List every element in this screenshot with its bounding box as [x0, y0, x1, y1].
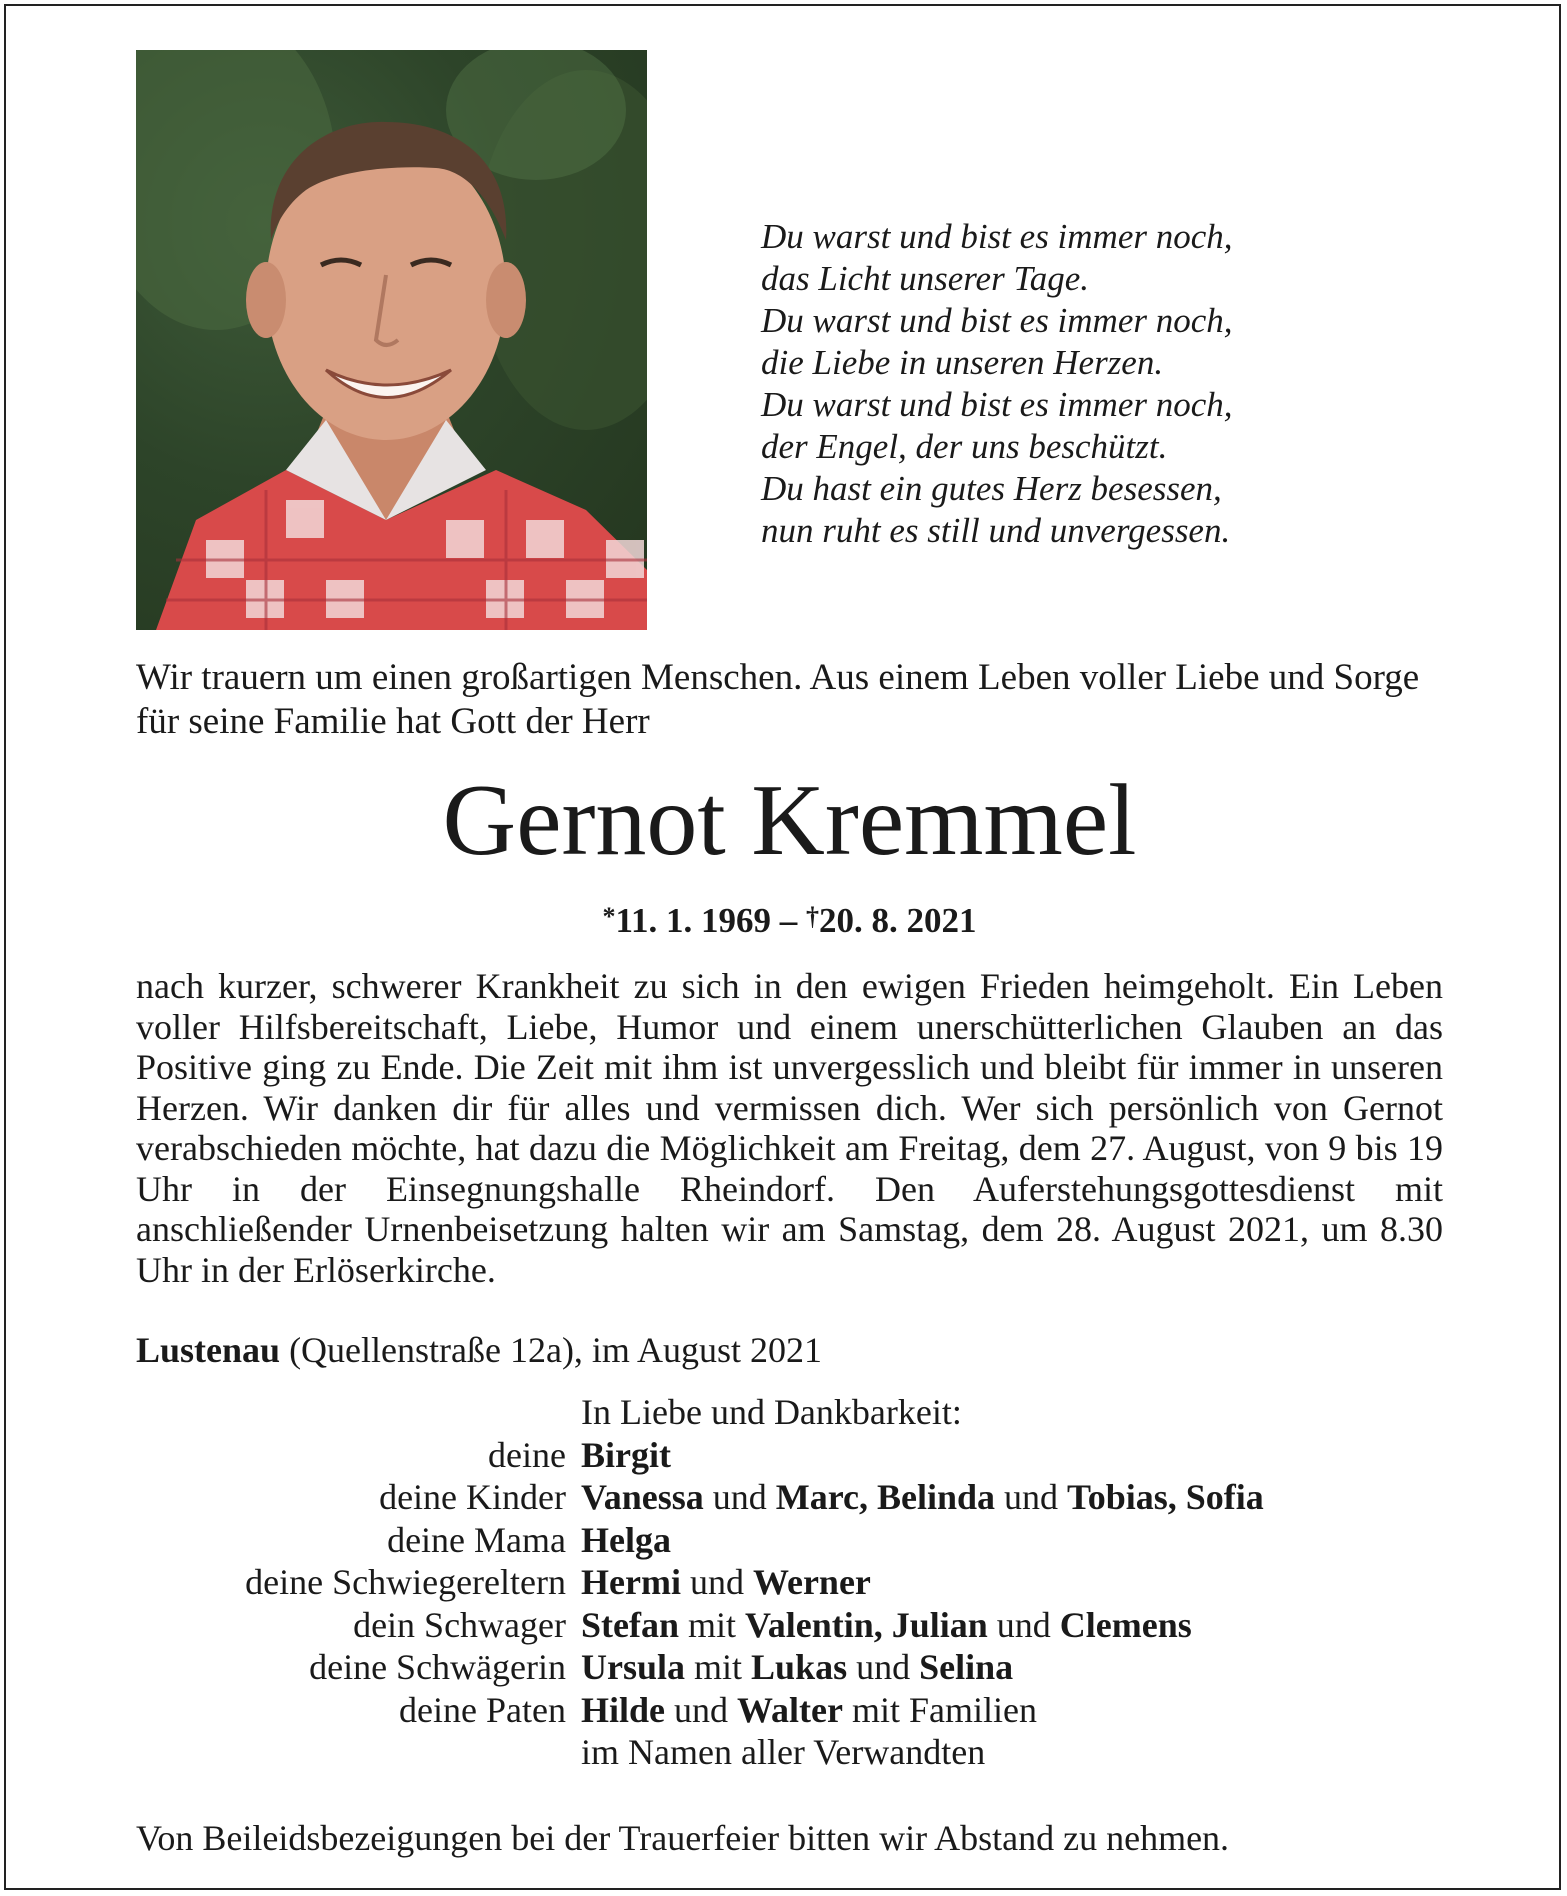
poem-line: Du warst und bist es immer noch,: [761, 217, 1233, 256]
relation-label: deine Schwiegereltern: [245, 1562, 566, 1602]
mourner-row: [136, 1689, 1456, 1732]
intro-text: Wir trauern um einen großartigen Menschen. Aus einem Leben voller Liebe und Sorge für seine Familie hat Gott der Herr: [136, 657, 1420, 742]
connector-text: mit: [685, 1647, 752, 1687]
mourner-names: [581, 1604, 1456, 1647]
mourner-names: [581, 1689, 1456, 1732]
poem-line: Du warst und bist es immer noch,: [761, 301, 1233, 340]
mourner-name: Selina: [919, 1647, 1014, 1687]
poem-line: Du hast ein gutes Herz besessen,: [761, 469, 1222, 508]
connector-text: und: [665, 1689, 738, 1730]
mourner-name: Helga: [581, 1519, 671, 1560]
mourner-name: Vanessa: [581, 1477, 704, 1517]
mourner-row: [136, 1731, 1456, 1774]
mourner-row: [136, 1519, 1456, 1562]
poem-line: nun ruht es still und unvergessen.: [761, 511, 1231, 550]
mourner-name: Werner: [752, 1562, 871, 1602]
mourner-name: Tobias, Sofia: [1067, 1477, 1264, 1517]
mourner-name: Clemens: [1059, 1604, 1192, 1645]
death-date: 20. 8. 2021: [819, 901, 977, 940]
mourners-heading: In Liebe und Dankbarkeit:: [581, 1392, 962, 1432]
portrait-illustration: [136, 50, 647, 630]
mourner-name: Walter: [737, 1689, 843, 1730]
poem-line: die Liebe in unseren Herzen.: [761, 343, 1164, 382]
announcement-text: nach kurzer, schwerer Krankheit zu sich in den ewigen Frieden heimgeholt. Ein Leben voller Hilfsbereitschaft, Liebe, Humor und einem unerschütterlichen Glauben an das Positive ging zu Ende. Die Zeit mit ihm ist unvergesslich und bleibt für immer in unseren Herzen. Wir danken dir für alles und vermissen dich. Wer sich persönlich von Gernot verabschieden möchte, hat dazu die Möglichkeit am Freitag, dem 27. August, von 9 bis 19 Uhr in der Einsegnungshalle Rheindorf. Den Auferstehungsgottesdienst mit anschließender Urnenbeisetzung halten wir am Samstag, dem 28. August 2021, um 8.30 Uhr in der Erlöserkirche.: [136, 966, 1443, 1290]
connector-text: und: [995, 1477, 1068, 1517]
mourner-name: Stefan: [581, 1604, 679, 1645]
relation-label: deine Schwägerin: [309, 1647, 566, 1687]
connector-text: und: [703, 1477, 776, 1517]
mourner-row: [136, 1434, 1456, 1477]
mourner-rows: [136, 1434, 1456, 1774]
mourner-names: [581, 1646, 1456, 1689]
relation-label: dein Schwager: [353, 1604, 566, 1645]
mourners-list: [136, 1391, 1456, 1774]
mourner-name: Valentin, Julian: [745, 1604, 988, 1645]
mourners-heading-row: [136, 1391, 1456, 1434]
mourner-row: [136, 1561, 1456, 1604]
mourner-row: [136, 1604, 1456, 1647]
mourner-name: Hilde: [581, 1689, 666, 1730]
mourner-row: [136, 1646, 1456, 1689]
poem-line: Du warst und bist es immer noch,: [761, 385, 1233, 424]
relation-label: deine: [488, 1434, 566, 1475]
relation-label: [136, 1391, 581, 1434]
mourner-names: [581, 1519, 1456, 1562]
mourner-names: [581, 1561, 1456, 1604]
memorial-poem: [761, 216, 1481, 552]
death-cross-icon: †: [806, 902, 820, 931]
notice-frame: [4, 4, 1561, 1890]
relation-label: [136, 1731, 581, 1774]
connector-text: und: [680, 1562, 753, 1602]
closing-note: Von Beileidsbezeigungen bei der Trauerfeier bitten wir Abstand zu nehmen.: [136, 1818, 1230, 1858]
relation-label: deine Mama: [387, 1519, 566, 1560]
mourner-name: Hermi: [581, 1562, 681, 1602]
town-name: Lustenau: [136, 1330, 281, 1370]
connector-text: und: [847, 1647, 920, 1687]
deceased-name: Gernot Kremmel: [442, 764, 1137, 877]
mourner-name: Birgit: [581, 1434, 671, 1475]
relation-label: deine Paten: [399, 1689, 566, 1730]
mourner-names: [581, 1476, 1456, 1519]
date-separator: –: [771, 901, 807, 940]
address-date: (Quellenstraße 12a), im August 2021: [280, 1330, 822, 1370]
mourner-names: [581, 1434, 1456, 1477]
mourner-name: Marc, Belinda: [775, 1477, 996, 1517]
mourner-name: Lukas: [751, 1647, 848, 1687]
portrait-photo: [136, 50, 647, 630]
birth-date: 11. 1. 1969: [615, 901, 772, 940]
mourner-names: [581, 1731, 1456, 1774]
birth-star-icon: *: [602, 902, 616, 931]
connector-text: im Namen aller Verwandten: [581, 1732, 986, 1772]
connector-text: und: [987, 1604, 1060, 1645]
relation-label: deine Kinder: [379, 1477, 566, 1517]
poem-line: der Engel, der uns beschützt.: [761, 427, 1168, 466]
place-date-line: [136, 1328, 1436, 1372]
life-dates: [6, 899, 1567, 943]
poem-line: das Licht unserer Tage.: [761, 259, 1089, 298]
connector-text: mit: [679, 1604, 746, 1645]
mourner-name: Ursula: [581, 1647, 686, 1687]
mourner-row: [136, 1476, 1456, 1519]
connector-text: mit Familien: [842, 1689, 1037, 1730]
